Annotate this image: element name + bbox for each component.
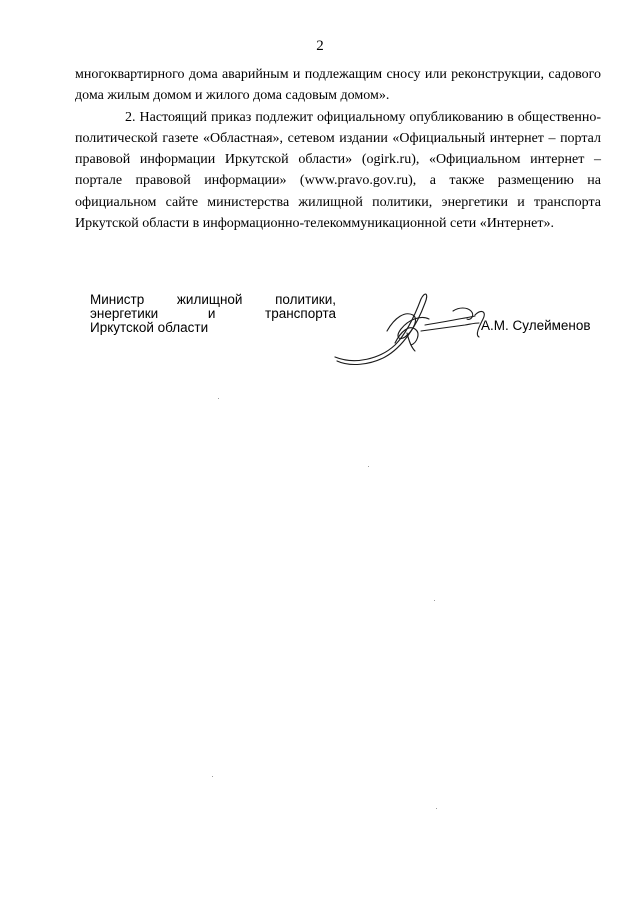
page-number: 2 — [316, 38, 324, 54]
position-word: политики, — [275, 292, 336, 307]
position-line — [90, 307, 336, 321]
position-line — [90, 293, 336, 307]
document-body — [75, 64, 601, 234]
position-word: энергетики — [90, 306, 159, 321]
position-word: Министр — [90, 292, 145, 307]
scan-speck — [212, 776, 213, 777]
scan-speck — [218, 398, 219, 399]
signatory-position — [90, 293, 336, 335]
paragraph-continuation: многоквартирного дома аварийным и подлежащим сносу или реконструкции, садового дома жилым домом и жилого дома садовым домом». — [75, 67, 601, 104]
position-word: жилищной — [176, 292, 243, 307]
signatory-name: А.М. Сулейменов — [481, 318, 591, 333]
position-line: Иркутской области — [90, 320, 209, 335]
paragraph-publication-order: 2. Настоящий приказ подлежит официальному опубликованию в общественно-политической газете «Областная», сетевом издании «Официальный интернет – портал правовой информации Иркутской области» (ogirk.ru), «Официальном интернет – портале правовой информации» (www.pravo.gov.ru), а также размещению на официальном сайте министерства жилищной политики, энергетики и транспорта Иркутской области в информационно-телекоммуникационной сети «Интернет». — [75, 109, 601, 232]
position-word: транспорта — [265, 306, 336, 321]
scan-speck — [434, 600, 435, 601]
position-word: и — [207, 306, 216, 321]
scan-speck — [368, 466, 369, 467]
handwritten-signature — [325, 285, 495, 375]
scan-speck — [436, 808, 437, 809]
